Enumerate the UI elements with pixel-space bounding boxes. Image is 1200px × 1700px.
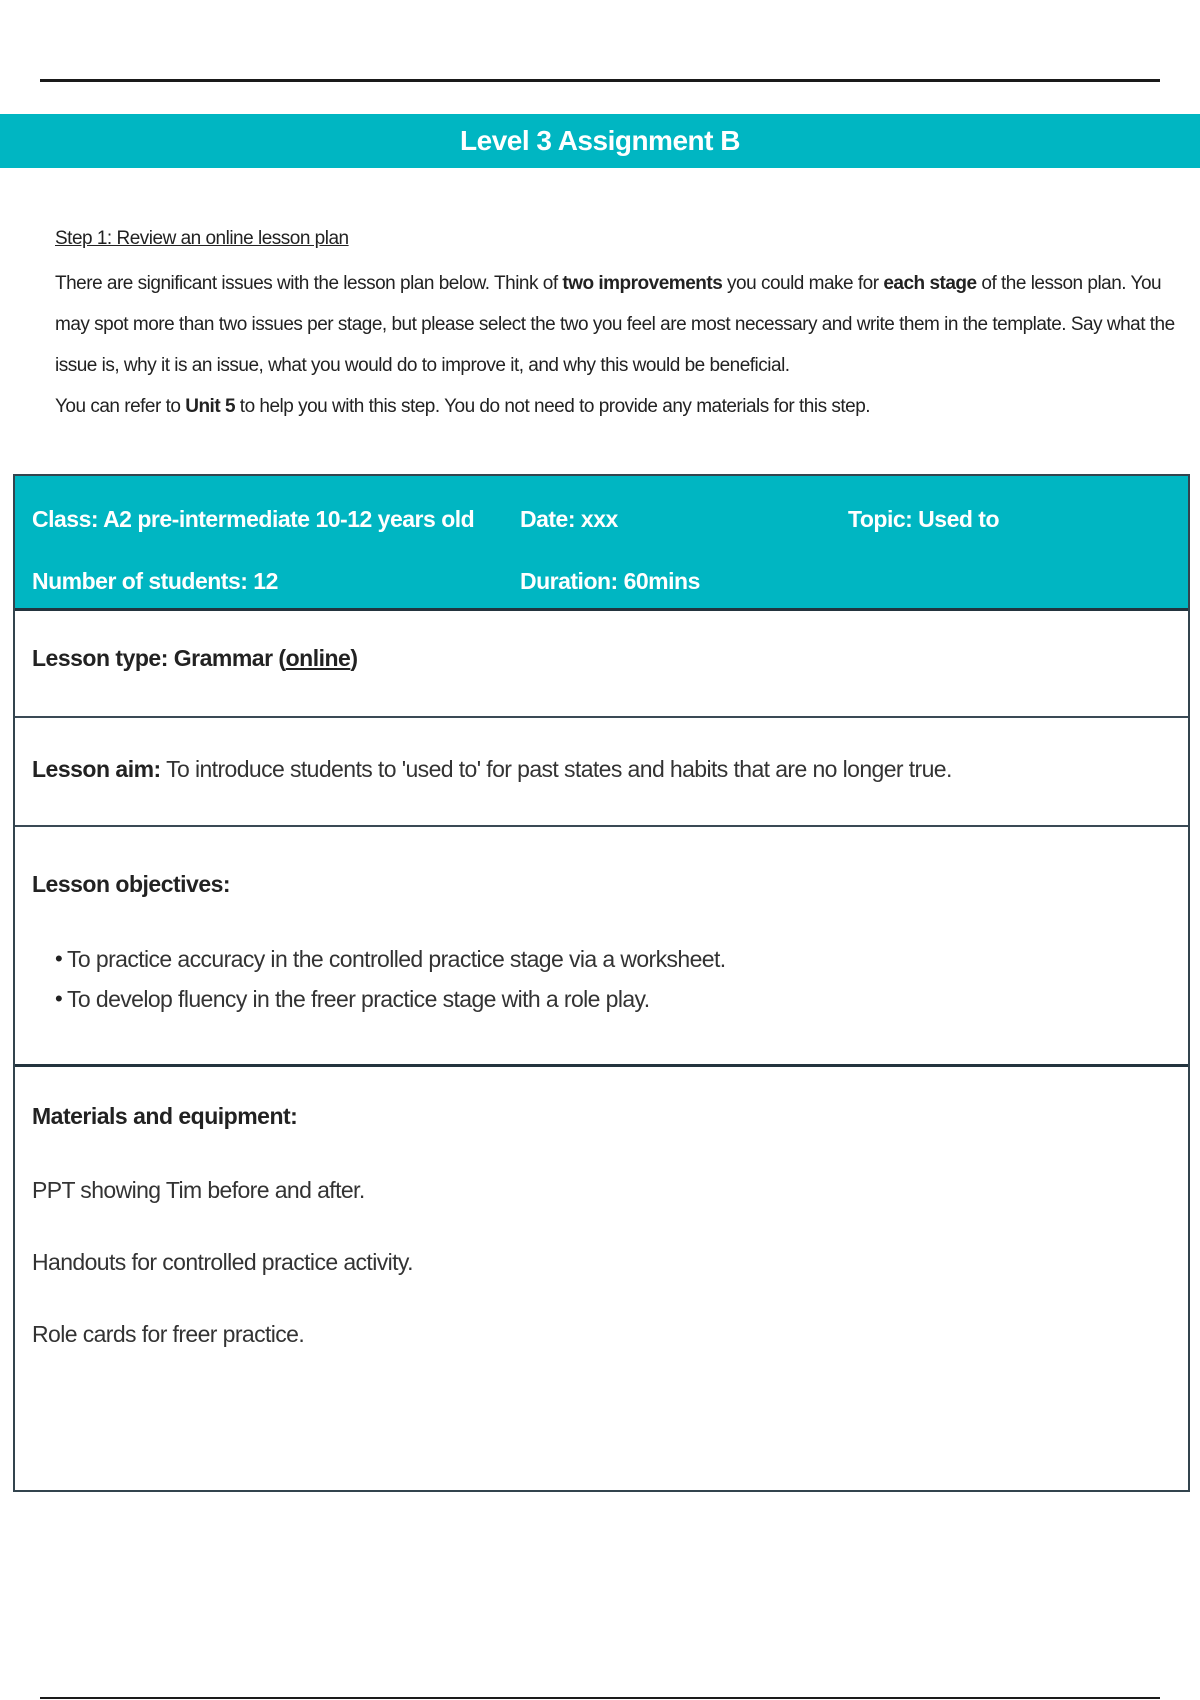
lesson-aim (32, 756, 952, 783)
instr-text-1: There are significant issues with the lesson plan below. Think of (55, 273, 563, 294)
step-heading: Step 1: Review an online lesson plan (55, 228, 349, 249)
lesson-aim-label: Lesson aim: (32, 756, 161, 782)
page-title (0, 114, 1200, 168)
instr-bold-2: each stage (883, 273, 977, 294)
lesson-aim-text: To introduce students to 'used to' for past states and habits that are no longer true. (160, 756, 952, 782)
material-item: Role cards for freer practice. (32, 1321, 305, 1347)
lesson-aim-row (15, 718, 1188, 827)
objectives-label: Lesson objectives: (32, 871, 231, 897)
objective-item: • To develop fluency in the freer practice stage with a role play. (15, 979, 726, 1019)
objective-item: • To practice accuracy in the controlled practice stage via a worksheet. (15, 939, 726, 979)
top-rule (40, 79, 1160, 82)
ref-text-2: to help you with this step. You do not need to provide any materials for this step. (235, 396, 871, 417)
step-instructions (55, 218, 1190, 427)
material-item: PPT showing Tim before and after. (32, 1177, 365, 1203)
students-info: Number of students: 12 (32, 568, 278, 594)
lesson-type (32, 645, 358, 672)
bottom-rule (40, 1697, 1160, 1699)
ref-text-1: You can refer to (55, 396, 186, 417)
materials-label: Materials and equipment: (32, 1103, 298, 1129)
ref-bold-unit: Unit 5 (185, 396, 236, 417)
lesson-type-close: ) (350, 645, 358, 671)
page-title-text: Level 3 Assignment B (460, 125, 740, 156)
lesson-type-row (15, 611, 1188, 718)
class-info: Class: A2 pre-intermediate 10-12 years old (32, 506, 475, 532)
objectives-list (15, 939, 726, 1019)
date-info: Date: xxx (520, 506, 618, 532)
lesson-type-online: online (285, 645, 351, 671)
duration-info: Duration: 60mins (520, 568, 700, 594)
instr-bold-1: two improvements (562, 273, 723, 294)
lesson-type-label: Lesson type: Grammar ( (32, 645, 286, 671)
reference-paragraph (55, 386, 1190, 427)
instr-text-3: of the lesson plan. You may spot more than two issues per stage, but please select the two you feel are most necessary and write them in the template. Say what the issue is, why it is an issue, what you would do to improve it, and why this would be beneficial. (55, 273, 1175, 376)
lesson-plan-table (13, 474, 1190, 1492)
instr-text-2: you could make for (722, 273, 884, 294)
materials-row (15, 1067, 1188, 1493)
instructions-paragraph (55, 263, 1190, 386)
material-item: Handouts for controlled practice activity. (32, 1249, 413, 1275)
topic-info: Topic: Used to (848, 506, 1000, 532)
lesson-objectives-row (15, 827, 1188, 1067)
lesson-plan-header (15, 476, 1188, 611)
